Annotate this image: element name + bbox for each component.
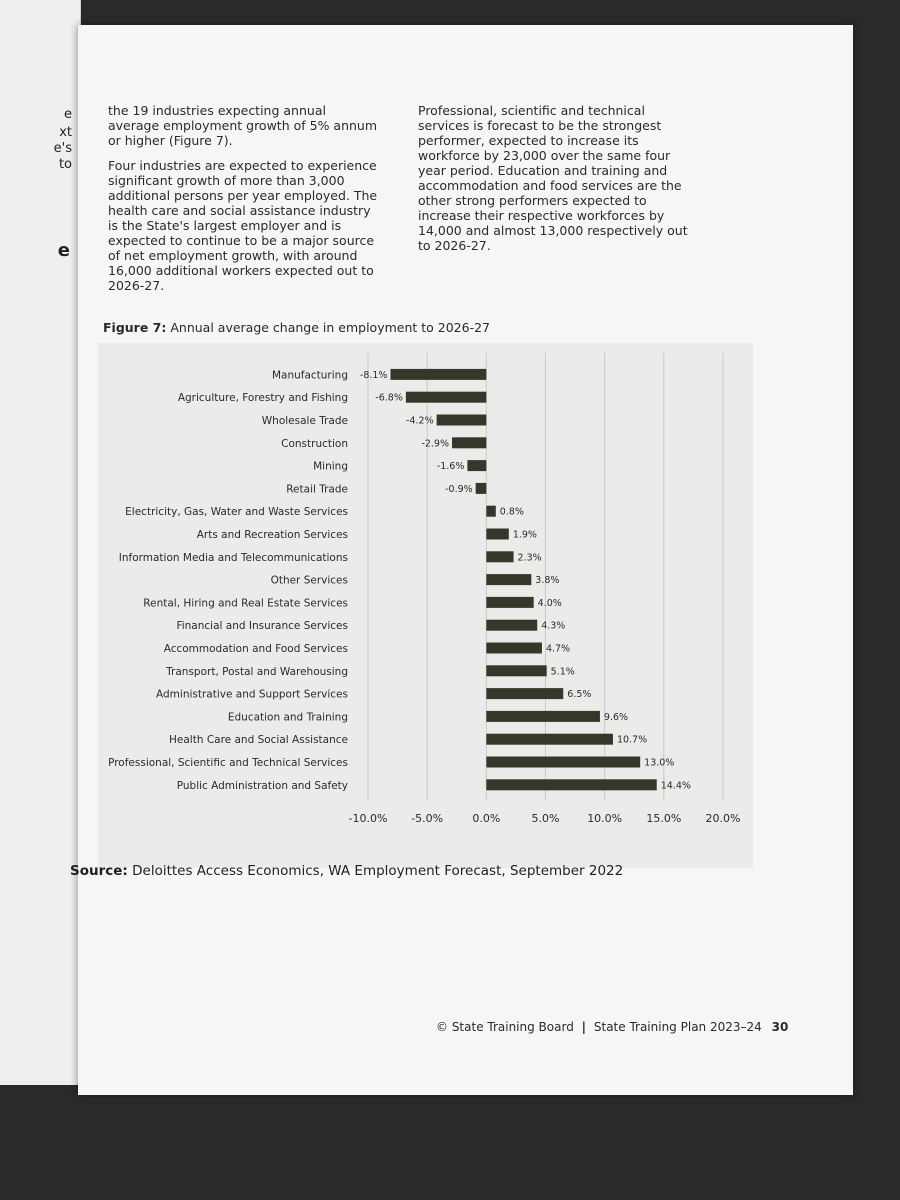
page-number: 30	[771, 1020, 789, 1034]
category-label: Manufacturing	[271, 369, 348, 382]
data-label: 5.1%	[550, 666, 575, 678]
figure-caption	[103, 320, 490, 335]
x-tick-label: 10.0%	[587, 812, 623, 826]
page-footer	[436, 1020, 788, 1034]
bar-chart	[98, 343, 753, 868]
category-label: Arts and Recreation Services	[196, 529, 348, 541]
category-label: Public Administration and Safety	[176, 779, 348, 792]
data-label: 2.3%	[517, 552, 542, 564]
bar	[486, 734, 613, 745]
bar	[486, 574, 531, 585]
source-note	[70, 863, 623, 879]
text-column-left	[108, 103, 378, 303]
data-label: 6.5%	[567, 689, 592, 701]
source-text: Deloittes Access Economics, WA Employment Forecast, September 2022	[132, 863, 624, 879]
bar	[452, 437, 486, 448]
adjacent-page-text: to	[58, 157, 72, 172]
bar	[486, 506, 495, 517]
data-label: 13.0%	[644, 757, 675, 769]
footer-separator: |	[581, 1020, 587, 1034]
paragraph: Four industries are expected to experience significant growth of more than 3,000 additional persons per year employed. The health care and social assistance industry is the State's largest employer and is expected to continue to be a major source of net employment growth, with around 16,000 additional workers expected out to 2026-27.	[108, 158, 378, 293]
adjacent-page	[0, 0, 81, 1085]
category-label: Transport, Postal and Warehousing	[166, 665, 348, 678]
category-label: Electricity, Gas, Water and Waste Services	[125, 506, 348, 519]
data-label: 4.7%	[545, 643, 571, 655]
x-tick-label: 0.0%	[472, 812, 501, 826]
data-label: -8.1%	[359, 369, 388, 381]
category-label: Professional, Scientific and Technical Services	[108, 757, 348, 769]
bar	[486, 779, 656, 790]
bar	[476, 483, 487, 494]
data-label: -4.2%	[406, 415, 434, 427]
bar	[486, 620, 537, 631]
document-page	[70, 25, 853, 1095]
data-label: 10.7%	[616, 734, 648, 746]
data-label: 1.9%	[512, 529, 537, 541]
bar	[486, 665, 546, 676]
footer-publisher: © State Training Board	[436, 1020, 574, 1034]
bar	[390, 369, 486, 380]
category-label: Financial and Insurance Services	[176, 620, 348, 633]
data-label: 9.6%	[603, 711, 629, 723]
x-tick-label: 15.0%	[646, 812, 682, 826]
category-label: Education and Training	[227, 711, 348, 724]
figure-label: Figure 7:	[103, 320, 167, 335]
footer-document: State Training Plan 2023–24	[593, 1020, 762, 1034]
x-tick-label: -10.0%	[348, 812, 388, 826]
bar	[486, 597, 533, 608]
category-label: Rental, Hiring and Real Estate Services	[143, 597, 348, 610]
category-label: Health Care and Social Assistance	[169, 734, 348, 747]
category-label: Retail Trade	[286, 483, 348, 496]
bar	[486, 757, 640, 768]
bar	[437, 415, 487, 426]
data-label: 0.8%	[499, 506, 524, 518]
x-tick-label: -5.0%	[411, 812, 444, 826]
bar	[486, 551, 513, 562]
data-label: -0.9%	[445, 483, 473, 495]
data-label: 3.8%	[535, 575, 560, 587]
figure-caption-text: Annual average change in employment to 2026-27	[170, 320, 491, 335]
category-label: Agriculture, Forestry and Fishing	[177, 392, 348, 405]
category-label: Accommodation and Food Services	[163, 643, 348, 655]
data-label: 14.4%	[660, 780, 691, 792]
bar	[486, 529, 508, 540]
bar	[486, 711, 600, 722]
chart-container	[98, 343, 753, 868]
category-label: Information Media and Telecommunications	[118, 551, 348, 564]
bar	[486, 643, 542, 654]
data-label: -6.8%	[375, 392, 403, 404]
adjacent-page-text: e's	[53, 141, 72, 156]
data-label: -1.6%	[436, 461, 465, 473]
text-column-right	[418, 103, 693, 263]
source-label: Source:	[70, 863, 128, 879]
category-label: Mining	[313, 460, 348, 473]
adjacent-page-text: e	[57, 240, 70, 261]
adjacent-page-text: xt	[59, 125, 72, 140]
data-label: 4.0%	[537, 597, 562, 609]
data-label: -2.9%	[421, 438, 450, 450]
data-label: 4.3%	[541, 620, 566, 632]
adjacent-page-text: e	[64, 107, 72, 122]
bar	[406, 392, 486, 403]
bar	[486, 688, 563, 699]
category-label: Wholesale Trade	[261, 415, 348, 427]
category-label: Construction	[281, 437, 348, 450]
x-tick-label: 5.0%	[531, 812, 560, 826]
category-label: Administrative and Support Services	[156, 688, 348, 701]
x-tick-label: 20.0%	[705, 812, 741, 826]
bar	[467, 460, 486, 471]
category-label: Other Services	[270, 574, 348, 587]
paragraph: Professional, scientific and technical services is forecast to be the strongest performer, expected to increase its workforce by 23,000 over the same four year period. Education and training and accommodation and food services are the other strong performers expected to increase their respective workforces by 14,000 and almost 13,000 respectively out to 2026-27.	[418, 103, 688, 253]
paragraph: the 19 industries expecting annual average employment growth of 5% annum or higher (Figure 7).	[108, 103, 378, 148]
